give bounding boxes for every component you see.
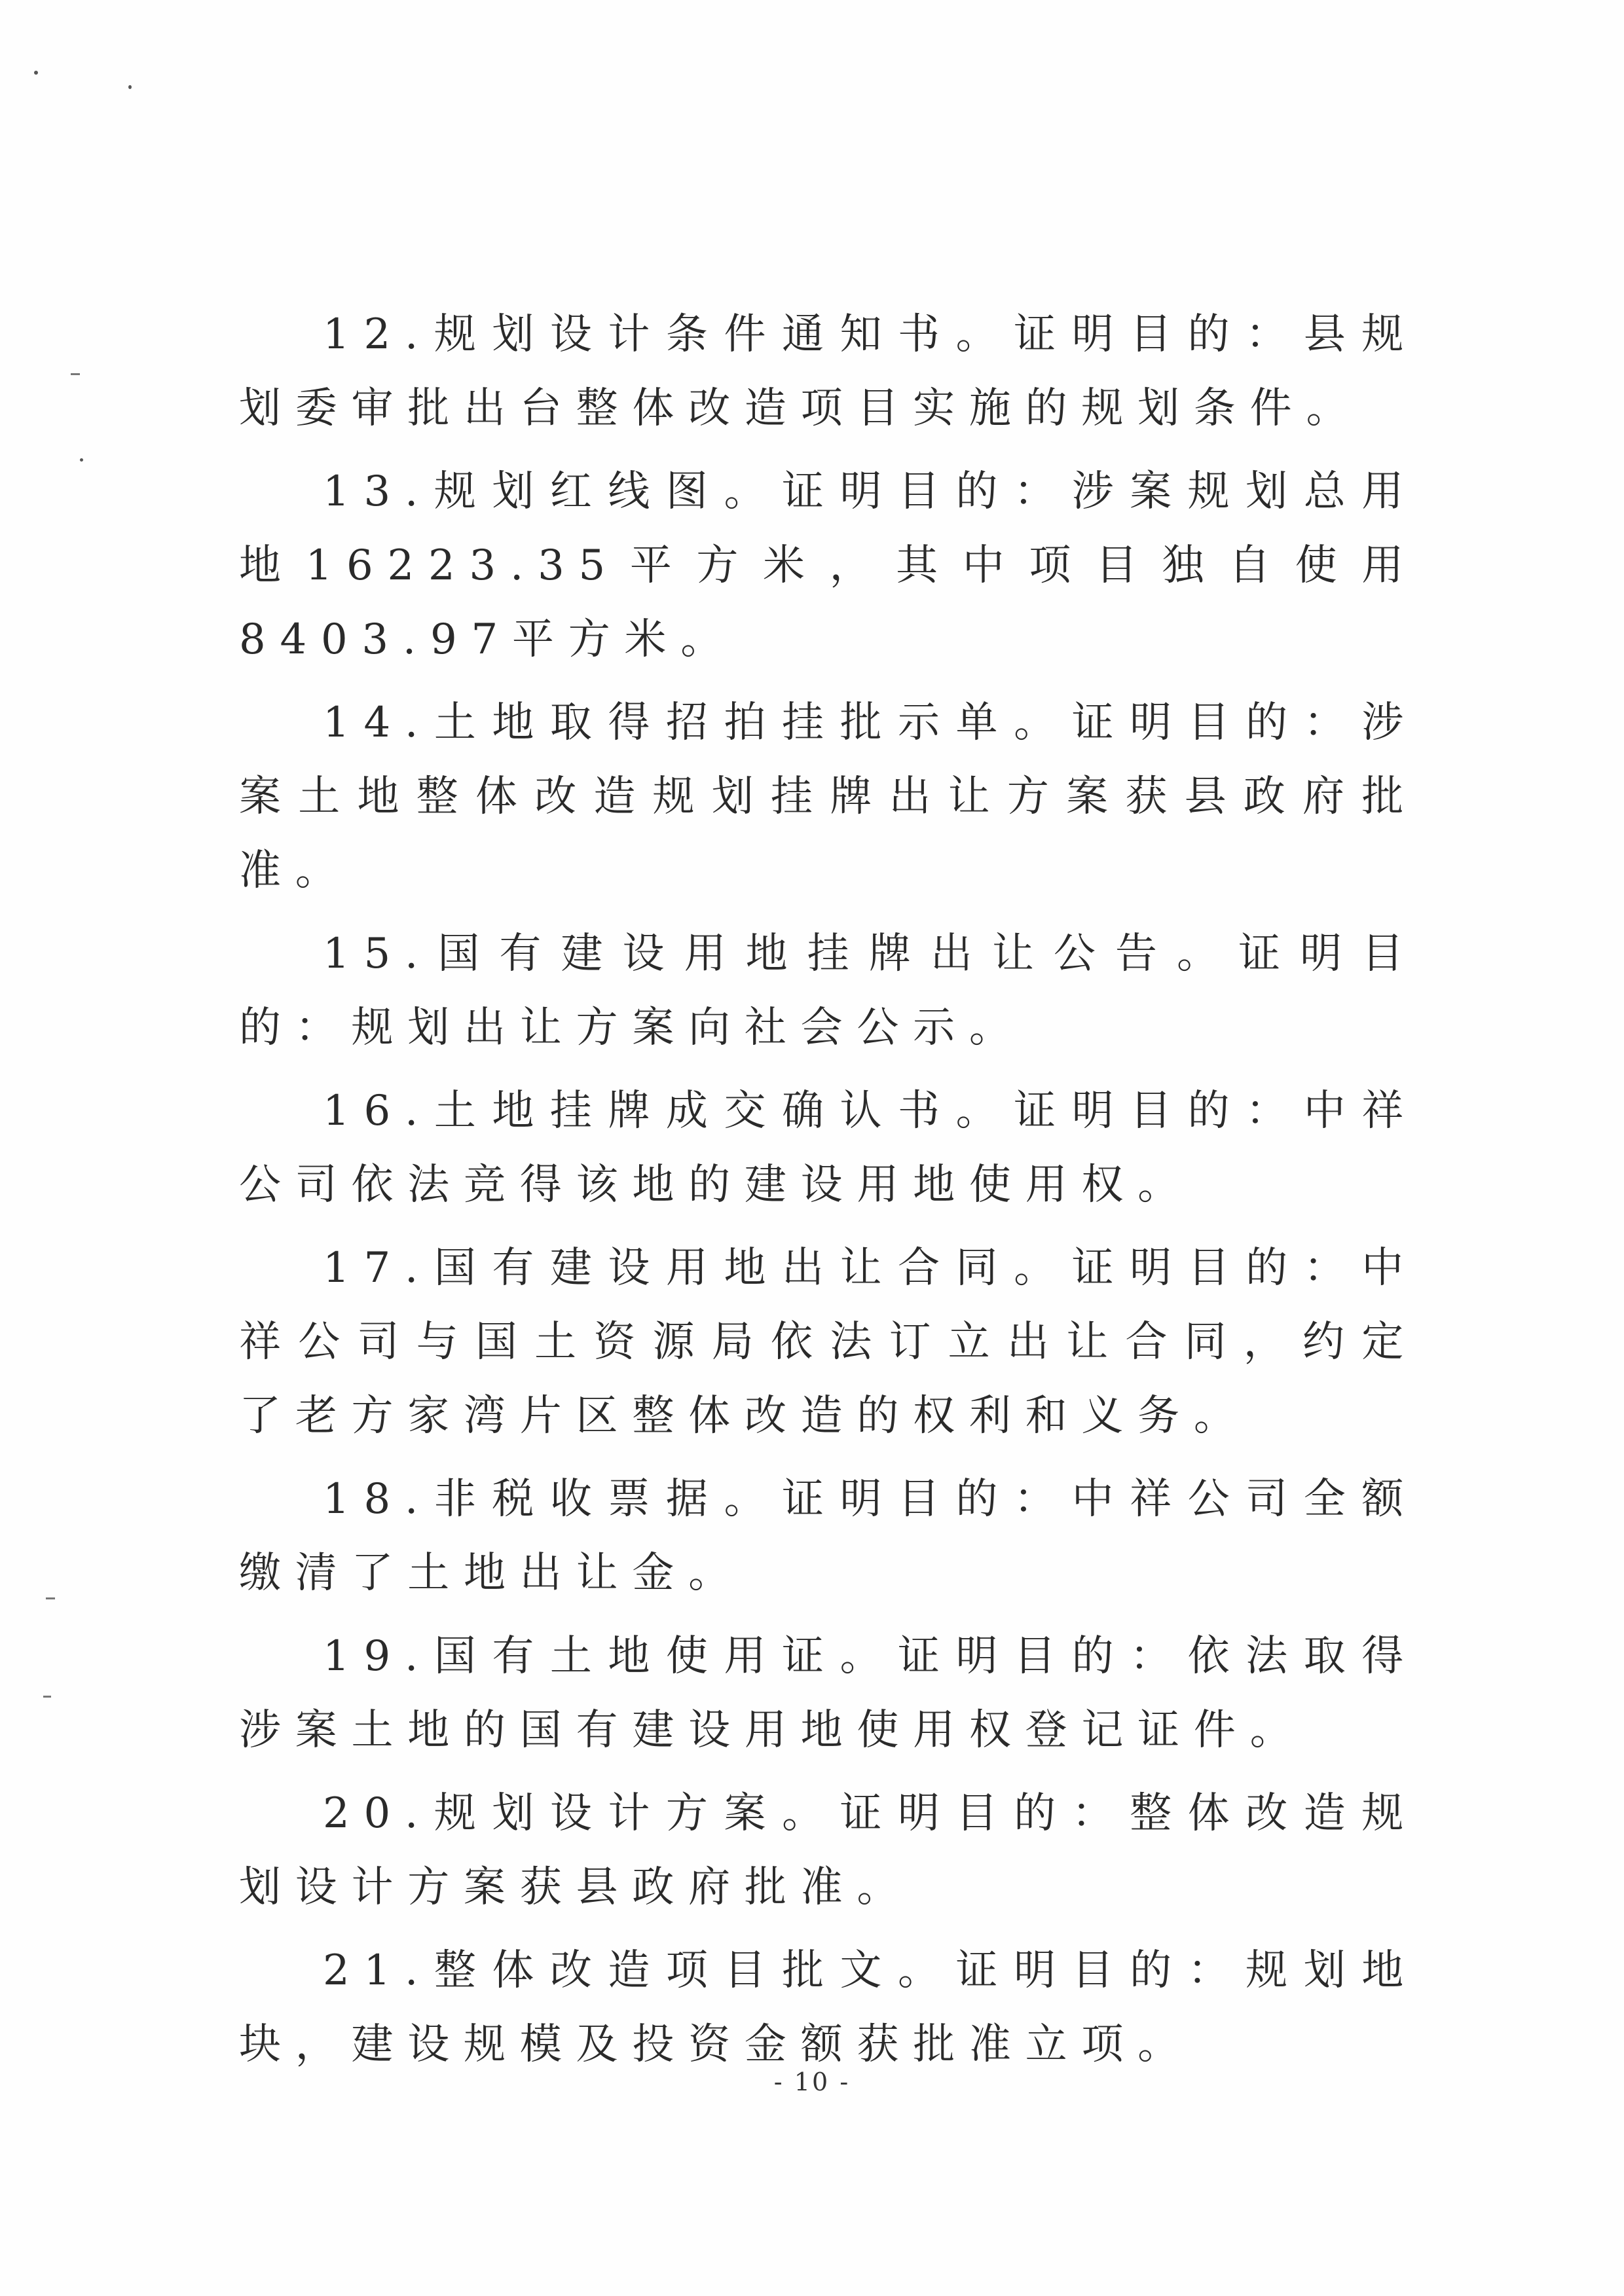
evidence-item-14: 14.土地取得招拍挂批示单。证明目的：涉案土地整体改造规划挂牌出让方案获县政府批准。 [239, 699, 1418, 895]
scan-mark [43, 1696, 51, 1698]
evidence-item-16: 16.土地挂牌成交确认书。证明目的：中祥公司依法竞得该地的建设用地使用权。 [239, 1087, 1418, 1209]
evidence-item-19: 19.国有土地使用证。证明目的：依法取得涉案土地的国有建设用地使用权登记证件。 [239, 1632, 1418, 1755]
page-number: - 10 - [773, 2068, 851, 2096]
evidence-item-12: 12.规划设计条件通知书。证明目的：县规划委审批出台整体改造项目实施的规划条件。 [239, 310, 1418, 433]
evidence-item-20: 20.规划设计方案。证明目的：整体改造规划设计方案获县政府批准。 [239, 1789, 1418, 1912]
scan-speck [128, 85, 132, 89]
evidence-item-13: 13.规划红线图。证明目的：涉案规划总用地16223.35平方米，其中项目独自使用8403.97平方米。 [239, 467, 1418, 664]
scan-speck [34, 71, 38, 75]
evidence-item-15: 15.国有建设用地挂牌出让公告。证明目的：规划出让方案向社会公示。 [239, 930, 1418, 1052]
evidence-item-21: 21.整体改造项目批文。证明目的：规划地块，建设规模及投资金额获批准立项。 [239, 1946, 1418, 2069]
scan-mark [71, 373, 80, 375]
evidence-list [239, 298, 1418, 2091]
evidence-item-18: 18.非税收票据。证明目的：中祥公司全额缴清了土地出让金。 [239, 1475, 1418, 1597]
evidence-item-17: 17.国有建设用地出让合同。证明目的：中祥公司与国土资源局依法订立出让合同，约定了老方家湾片区整体改造的权利和义务。 [239, 1244, 1418, 1440]
scan-speck [80, 458, 83, 462]
scan-mark [46, 1597, 55, 1599]
